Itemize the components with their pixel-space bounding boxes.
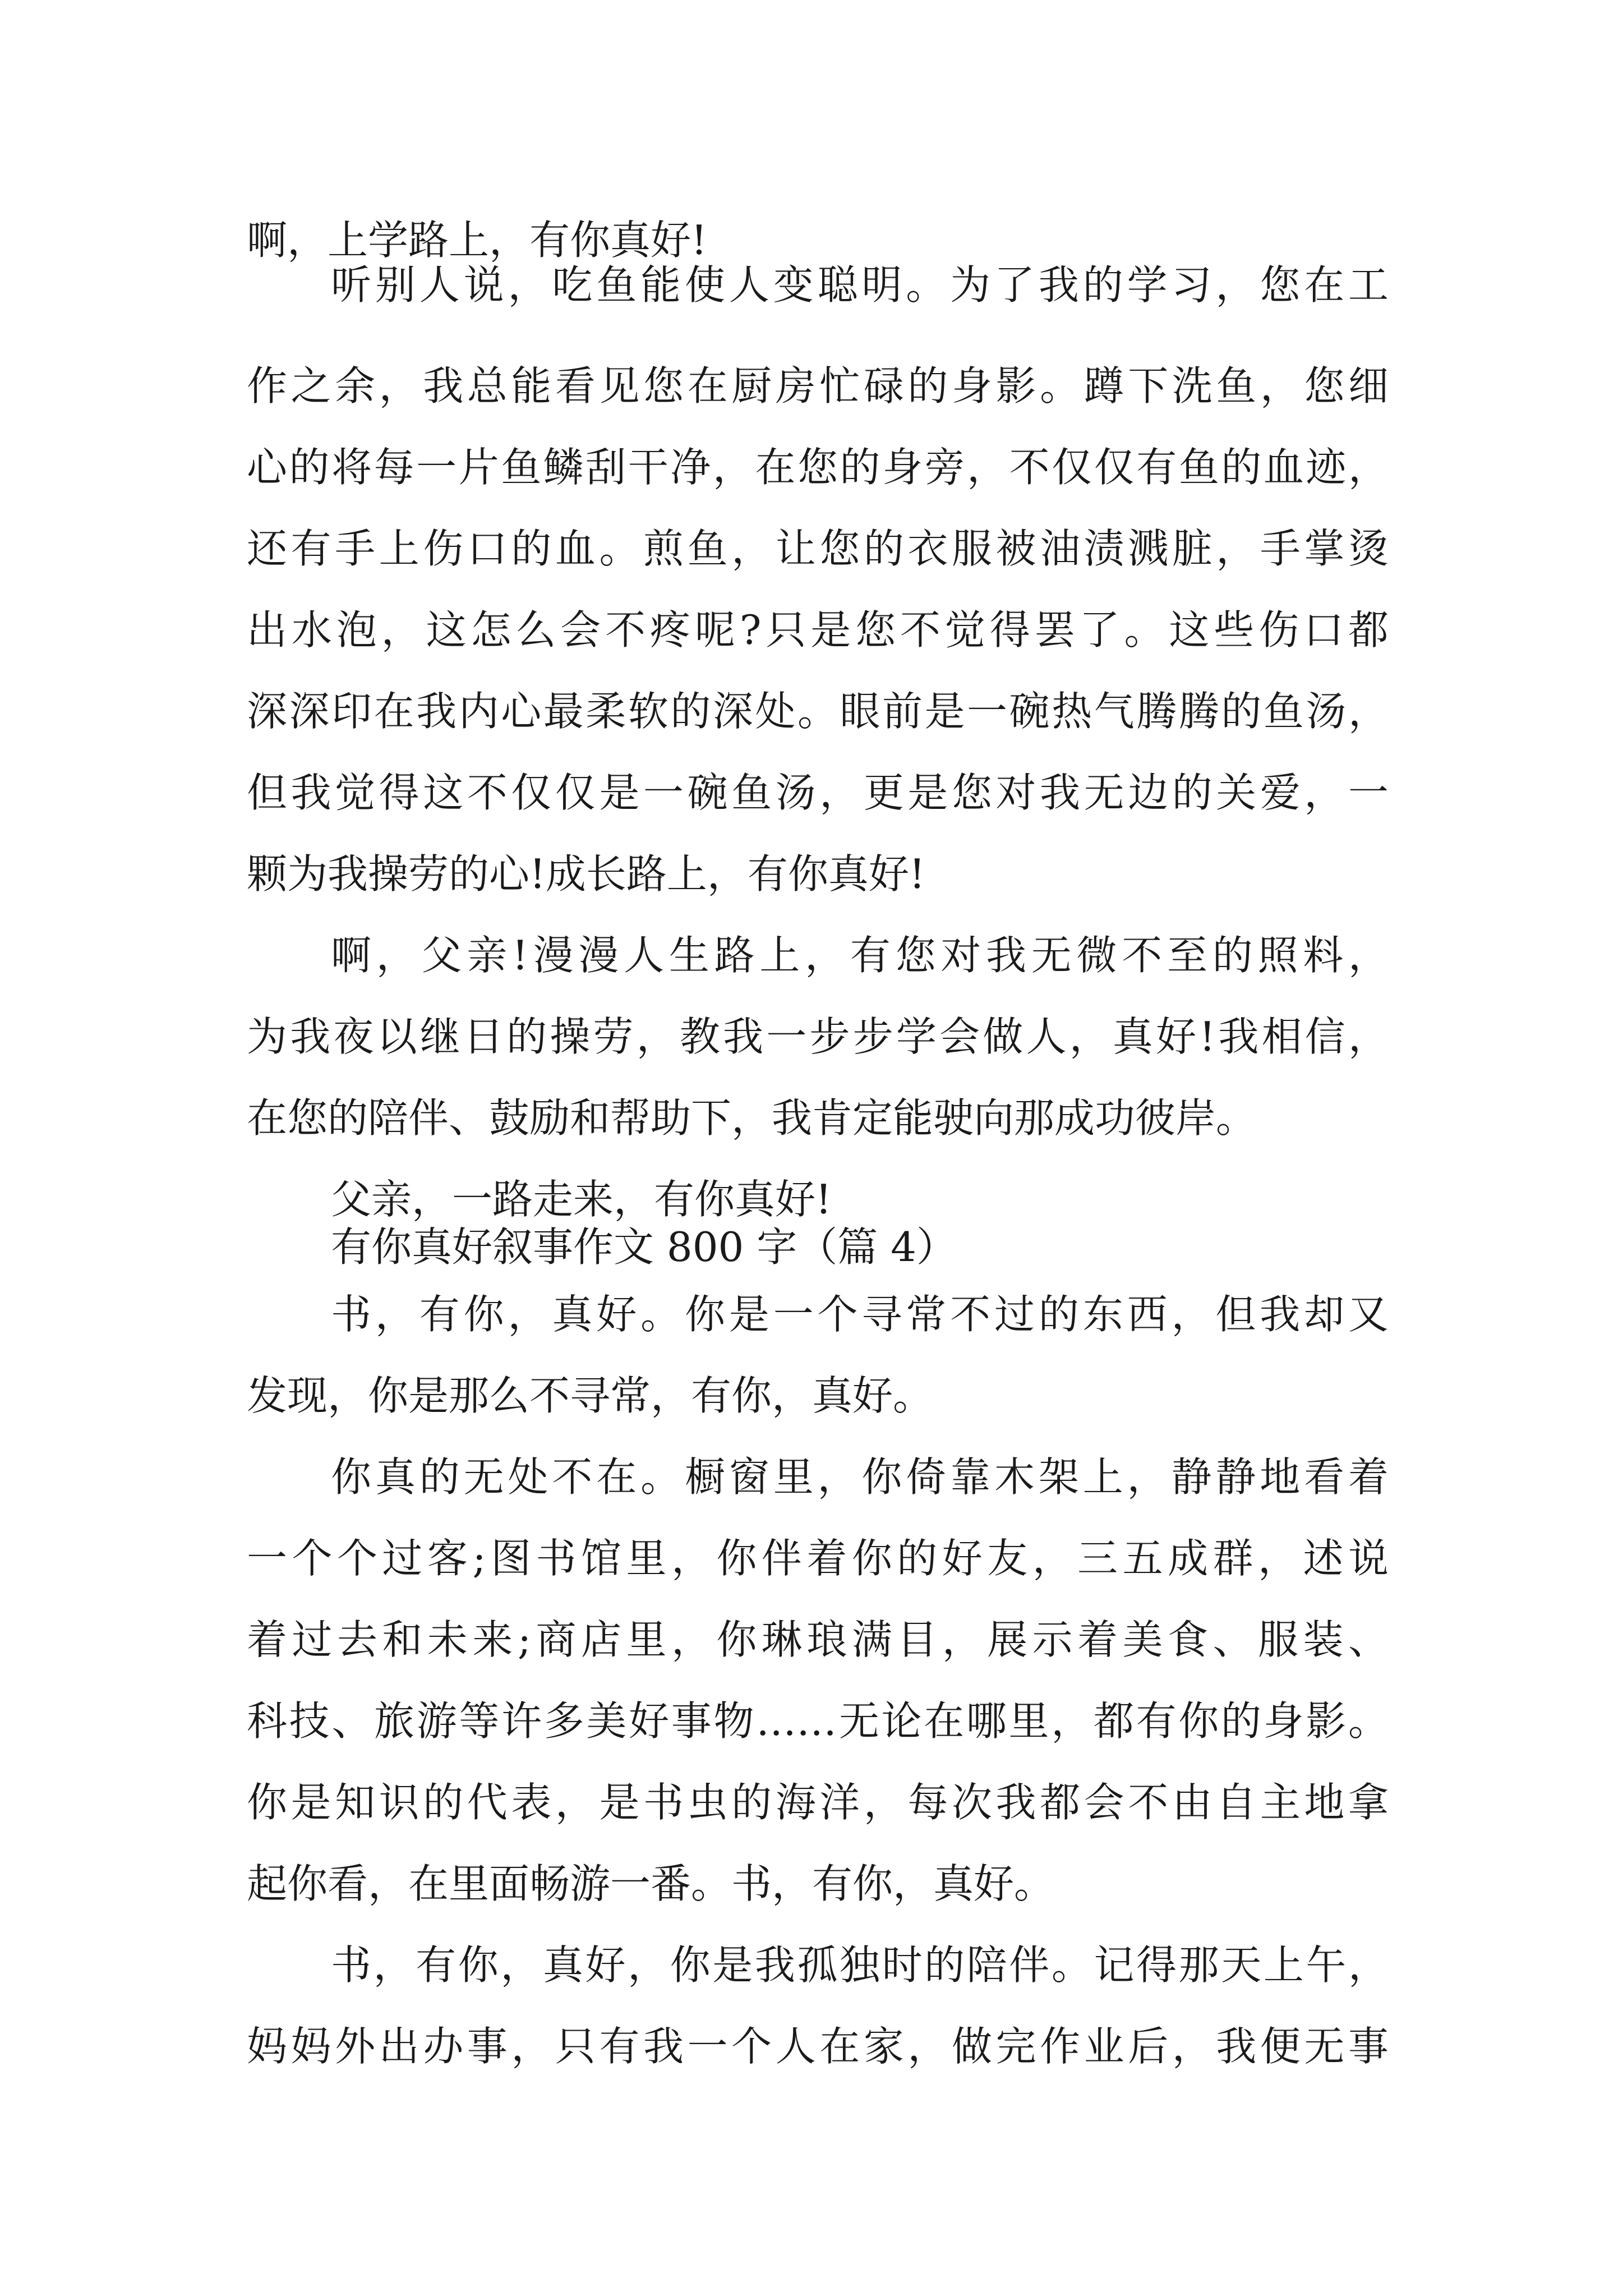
text-line-12: 在您的陪伴、鼓励和帮助下，我肯定能驶向那成功彼岸。 xyxy=(247,1094,1257,1142)
text-line-24: 妈妈外出办事，只有我一个人在家，做完作业后，我便无事 xyxy=(247,2023,1389,2070)
text-line-15: 书，有你，真好。你是一个寻常不过的东西，但我却又 xyxy=(331,1291,1389,1338)
text-line-1: 啊，上学路上，有你真好! xyxy=(247,217,707,264)
text-line-6: 出水泡，这怎么会不疼呢?只是您不觉得罢了。这些伤口都 xyxy=(247,606,1389,654)
section-heading: 有你真好叙事作文 800 字（篇 4） xyxy=(331,1223,957,1271)
text-line-18: 一个个过客;图书馆里，你伴着你的好友，三五成群，述说 xyxy=(247,1535,1389,1582)
text-line-8: 但我觉得这不仅仅是一碗鱼汤，更是您对我无边的关爱，一 xyxy=(247,769,1389,816)
text-line-2: 听别人说，吃鱼能使人变聪明。为了我的学习，您在工 xyxy=(331,261,1389,309)
text-line-16: 发现，你是那么不寻常，有你，真好。 xyxy=(247,1372,934,1419)
text-line-7: 深深印在我内心最柔软的深处。眼前是一碗热气腾腾的鱼汤， xyxy=(247,688,1389,735)
text-line-20: 科技、旅游等许多美好事物……无论在哪里，都有你的身影。 xyxy=(247,1697,1389,1745)
text-line-3: 作之余，我总能看见您在厨房忙碌的身影。蹲下洗鱼，您细 xyxy=(247,362,1389,409)
text-line-4: 心的将每一片鱼鳞刮干净，在您的身旁，不仅仅有鱼的血迹， xyxy=(247,444,1389,491)
text-line-19: 着过去和未来;商店里，你琳琅满目，展示着美食、服装、 xyxy=(247,1616,1389,1663)
text-line-11: 为我夜以继日的操劳，教我一步步学会做人，真好!我相信， xyxy=(247,1013,1389,1060)
text-line-17: 你真的无处不在。橱窗里，你倚靠木架上，静静地看着 xyxy=(331,1453,1389,1501)
text-line-9: 颗为我操劳的心!成长路上，有你真好! xyxy=(247,850,925,898)
text-line-13: 父亲，一路走来，有你真好! xyxy=(331,1176,832,1223)
text-line-22: 起你看，在里面畅游一番。书，有你，真好。 xyxy=(247,1860,1055,1907)
text-line-23: 书，有你，真好，你是我孤独时的陪伴。记得那天上午， xyxy=(331,1941,1389,1989)
text-line-5: 还有手上伤口的血。煎鱼，让您的衣服被油渍溅脏，手掌烫 xyxy=(247,525,1389,572)
text-line-21: 你是知识的代表，是书虫的海洋，每次我都会不由自主地拿 xyxy=(247,1779,1389,1826)
text-line-10: 啊，父亲!漫漫人生路上，有您对我无微不至的照料， xyxy=(331,932,1389,979)
